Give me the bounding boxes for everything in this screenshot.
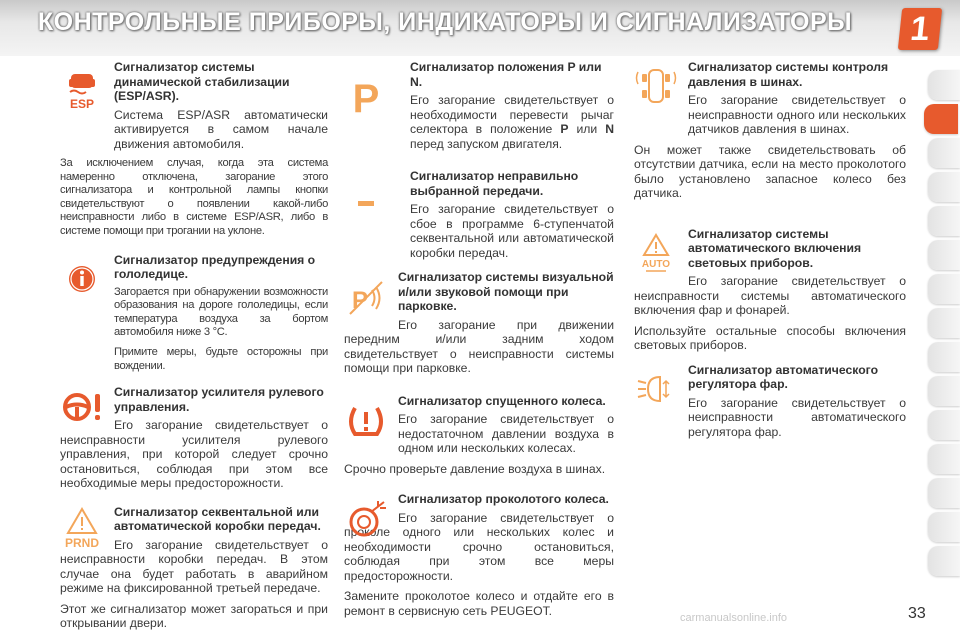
- section-parking: [344, 270, 614, 376]
- chapter-tab[interactable]: [928, 308, 960, 338]
- auto-lights-warning-icon: [634, 231, 678, 275]
- chapter-tabs: [928, 70, 960, 580]
- esp-text-1: Система ESP/ASR автоматически активируется в самом начале движения автомобиля.: [114, 107, 328, 151]
- steering-text-1: Его загорание свидетельствует о неисправности усилителя рулевого управления, при которой следует срочно остановиться, соблюдая при этом все необходимые меры предосторожности.: [60, 418, 328, 491]
- tpms-car-icon: [634, 64, 678, 108]
- auto-lights-title: Сигнализатор системы автоматического включения световых приборов.: [688, 226, 862, 270]
- parking-sensor-icon: [344, 276, 388, 320]
- column-left: [60, 60, 328, 637]
- dash-icon: [344, 179, 388, 223]
- esp-text-2: За исключением случая, когда эта система намеренно отключена, загорание этого сигнализатора и контрольной лампы кнопки свидетельствуют о появлении какой-либо неисправности либо в системе ESP/ASR, либо в системе помощи при трогании на уклоне.: [60, 157, 328, 237]
- ice-title: Сигнализатор предупреждения о гололедице.: [114, 252, 316, 282]
- ice-text-2: Примите меры, будьте осторожны при вождении.: [114, 345, 328, 372]
- section-esp: [60, 60, 328, 239]
- leveling-title: Сигнализатор автоматического регулятора фар.: [688, 362, 879, 391]
- chapter-badge: 1: [898, 8, 942, 50]
- chapter-tab[interactable]: [928, 206, 960, 236]
- tpms-text-1: Его загорание свидетельствует о неисправности одного или нескольких датчиков давления в шинах.: [688, 93, 906, 136]
- info-icon: [60, 257, 104, 301]
- watermark: carmanualsonline.info: [680, 612, 788, 624]
- p-letter-icon: [344, 74, 388, 118]
- chapter-tab[interactable]: [928, 240, 960, 270]
- puncture-title: Сигнализатор проколотого колеса.: [398, 492, 609, 506]
- gearbox-text-2: Этот же сигнализатор может загораться и при открывании двери.: [60, 601, 328, 631]
- chapter-tab[interactable]: [928, 376, 960, 406]
- puncture-text-2: Замените проколотое колесо и отдайте его в ремонт в сервисную сеть PEUGEOT.: [344, 589, 614, 618]
- pn-text-1: Его загорание свидетельствует о необходимости перевести рычаг селектора в положение P или N перед запуском двигателя.: [410, 93, 615, 151]
- flat-text-1: Его загорание свидетельствует о недостаточном давлении воздуха в одном или нескольких колесах.: [398, 412, 614, 455]
- gearbox-warning-icon: [60, 505, 104, 549]
- steering-title: Сигнализатор усилителя рулевого управления.: [114, 385, 324, 414]
- esp-skid-icon: [60, 66, 104, 110]
- parking-text-1: Его загорание при движении передним и/или задним ходом свидетельствует о неисправности системы помощи при парковке.: [344, 317, 614, 375]
- gearbox-text-1: Его загорание свидетельствует о неисправности коробки передач. В этом случае она будет работать в аварийном режиме на фиксированной третьей передаче.: [60, 537, 328, 596]
- wrong-gear-text-1: Его загорание свидетельствует о сбое в программе 6-ступенчатой секвентальной или автоматической коробки передач.: [410, 202, 614, 260]
- section-flat-tyre: [344, 394, 614, 477]
- parking-icon-label: P: [351, 287, 369, 314]
- auto-lights-text-2: Используйте остальные способы включения световых приборов.: [634, 323, 906, 352]
- auto-icon-label: AUTO: [641, 258, 671, 270]
- chapter-tab[interactable]: [928, 70, 960, 100]
- pn-icon-label: P: [352, 77, 380, 118]
- chapter-tab[interactable]: [928, 342, 960, 372]
- column-middle: [344, 60, 614, 624]
- chapter-tab[interactable]: [928, 478, 960, 508]
- tpms-title: Сигнализатор системы контроля давления в шинах.: [688, 60, 889, 89]
- chapter-tab[interactable]: [928, 444, 960, 474]
- section-wrong-gear: [344, 169, 614, 260]
- chapter-tab[interactable]: [928, 274, 960, 304]
- parking-title: Сигнализатор системы визуальной и/или звуковой помощи при парковке.: [398, 270, 614, 313]
- puncture-text-1: Его загорание свидетельствует о проколе одного или нескольких колес и необходимости срочно остановиться, соблюдая при этом все меры предосторожности.: [344, 510, 614, 583]
- page-number: 33: [908, 605, 926, 622]
- section-tpms: [634, 60, 906, 201]
- wrong-gear-title: Сигнализатор неправильно выбранной передачи.: [410, 169, 579, 198]
- page-header: [0, 0, 960, 56]
- headlamp-leveling-icon: [634, 367, 678, 411]
- ice-text-1: Загорается при обнаружении возможности образования на дороге гололедицы, если температура воздуха за бортом автомобиля ниже 3 °C.: [114, 285, 328, 339]
- flat-text-2: Срочно проверьте давление воздуха в шинах.: [344, 461, 606, 476]
- section-ice: [60, 253, 328, 374]
- auto-lights-text-1: Его загорание свидетельствует о неисправности системы автоматического включения фар и фонарей.: [634, 274, 906, 317]
- chapter-tab[interactable]: [928, 546, 960, 576]
- pn-title: Сигнализатор положения P или N.: [410, 60, 602, 89]
- section-steering: [60, 385, 328, 491]
- chapter-tab[interactable]: [928, 410, 960, 440]
- section-puncture: [344, 492, 614, 618]
- page-title: КОНТРОЛЬНЫЕ ПРИБОРЫ, ИНДИКАТОРЫ И СИГНАЛИЗАТОРЫ: [37, 8, 853, 36]
- section-auto-lights: [634, 227, 906, 353]
- flat-title: Сигнализатор спущенного колеса.: [398, 393, 606, 408]
- chapter-tab[interactable]: [928, 138, 960, 168]
- chapter-tab-active[interactable]: [924, 104, 958, 134]
- section-headlamp-leveling: [634, 363, 906, 440]
- gearbox-title: Сигнализатор секвентальной или автоматической коробки передач.: [114, 504, 321, 534]
- chapter-tab[interactable]: [928, 172, 960, 202]
- column-right: [634, 60, 906, 445]
- section-pn: [344, 60, 614, 151]
- esp-icon-label: ESP: [69, 97, 95, 110]
- steering-wheel-icon: [60, 385, 104, 429]
- esp-title: Сигнализатор системы динамической стабилизации (ESP/ASR).: [114, 60, 290, 103]
- punctured-wheel-icon: [344, 498, 388, 542]
- section-gearbox: [60, 505, 328, 631]
- leveling-text-1: Его загорание свидетельствует о неисправности автоматического регулятора фар.: [688, 395, 906, 439]
- tyre-pressure-icon: [344, 400, 388, 444]
- gearbox-icon-label: PRND: [64, 535, 100, 549]
- tpms-text-2: Он может также свидетельствовать об отсутствии датчика, если на место проколотого было установлено запасное колесо без датчика.: [634, 142, 906, 200]
- chapter-tab[interactable]: [928, 512, 960, 542]
